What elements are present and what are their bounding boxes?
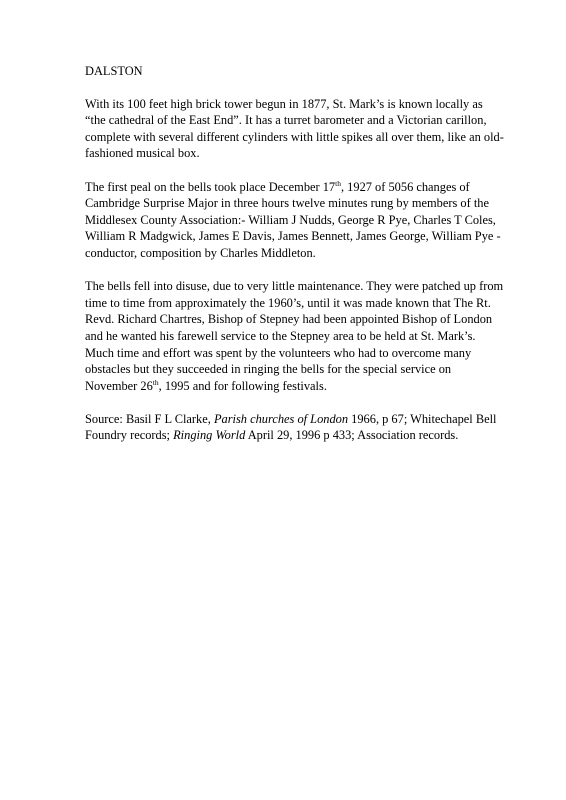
document-body [85, 63, 505, 461]
paragraph-disuse-text: The bells fell into disuse, due to very little maintenance. They were patched up from time to time from approximately the 1960’s, until it was made known that The Rt. Revd. Richard Chartres, Bishop of Stepney had been appointed Bishop of London and he wanted his farewell service to the Stepney area to be held at St. Mark’s. Much time and effort was spent by the volunteers who had to overcome many obstacles but they succeeded in ringing the bells for the special service on November 26 [85, 279, 504, 393]
paragraph-first-peal-text: The first peal on the bells took place December 17 [85, 179, 336, 194]
paragraph-tower: With its 100 feet high brick tower begun in 1877, St. Mark’s is known locally as “the cathedral of the East End”. It has a turret barometer and a Victorian carillon, complete with several different cylinders with little spikes all over them, like an old-fashioned musical box. [85, 96, 504, 161]
source-citation [85, 411, 505, 444]
source-text-cont: 1966, p 67; Whitechapel Bell Foundry records; [85, 411, 497, 443]
paragraph-disuse [85, 278, 505, 394]
paragraph-first-peal-text-cont: , 1927 of 5056 changes of Cambridge Surprise Major in three hours twelve minutes rung by members of the Middlesex County Association:- William J Nudds, George R Pye, Charles T Coles, William R Madgwick, James E Davis, James Bennett, James George, William Pye - conductor, composition by Charles Middleton. [85, 179, 501, 260]
journal-title: Ringing World [173, 428, 246, 443]
page-title: DALSTON [85, 64, 143, 78]
ordinal-suffix: th [152, 377, 159, 387]
book-title: Parish churches of London [213, 411, 349, 426]
paragraph-disuse-text-cont: , 1995 and for following festivals. [158, 378, 327, 393]
source-text-end: April 29, 1996 p 433; Association records. [245, 428, 459, 443]
ordinal-suffix: th [335, 178, 341, 188]
source-text: Source: Basil F L Clarke, [85, 411, 214, 426]
paragraph-first-peal [85, 179, 505, 262]
